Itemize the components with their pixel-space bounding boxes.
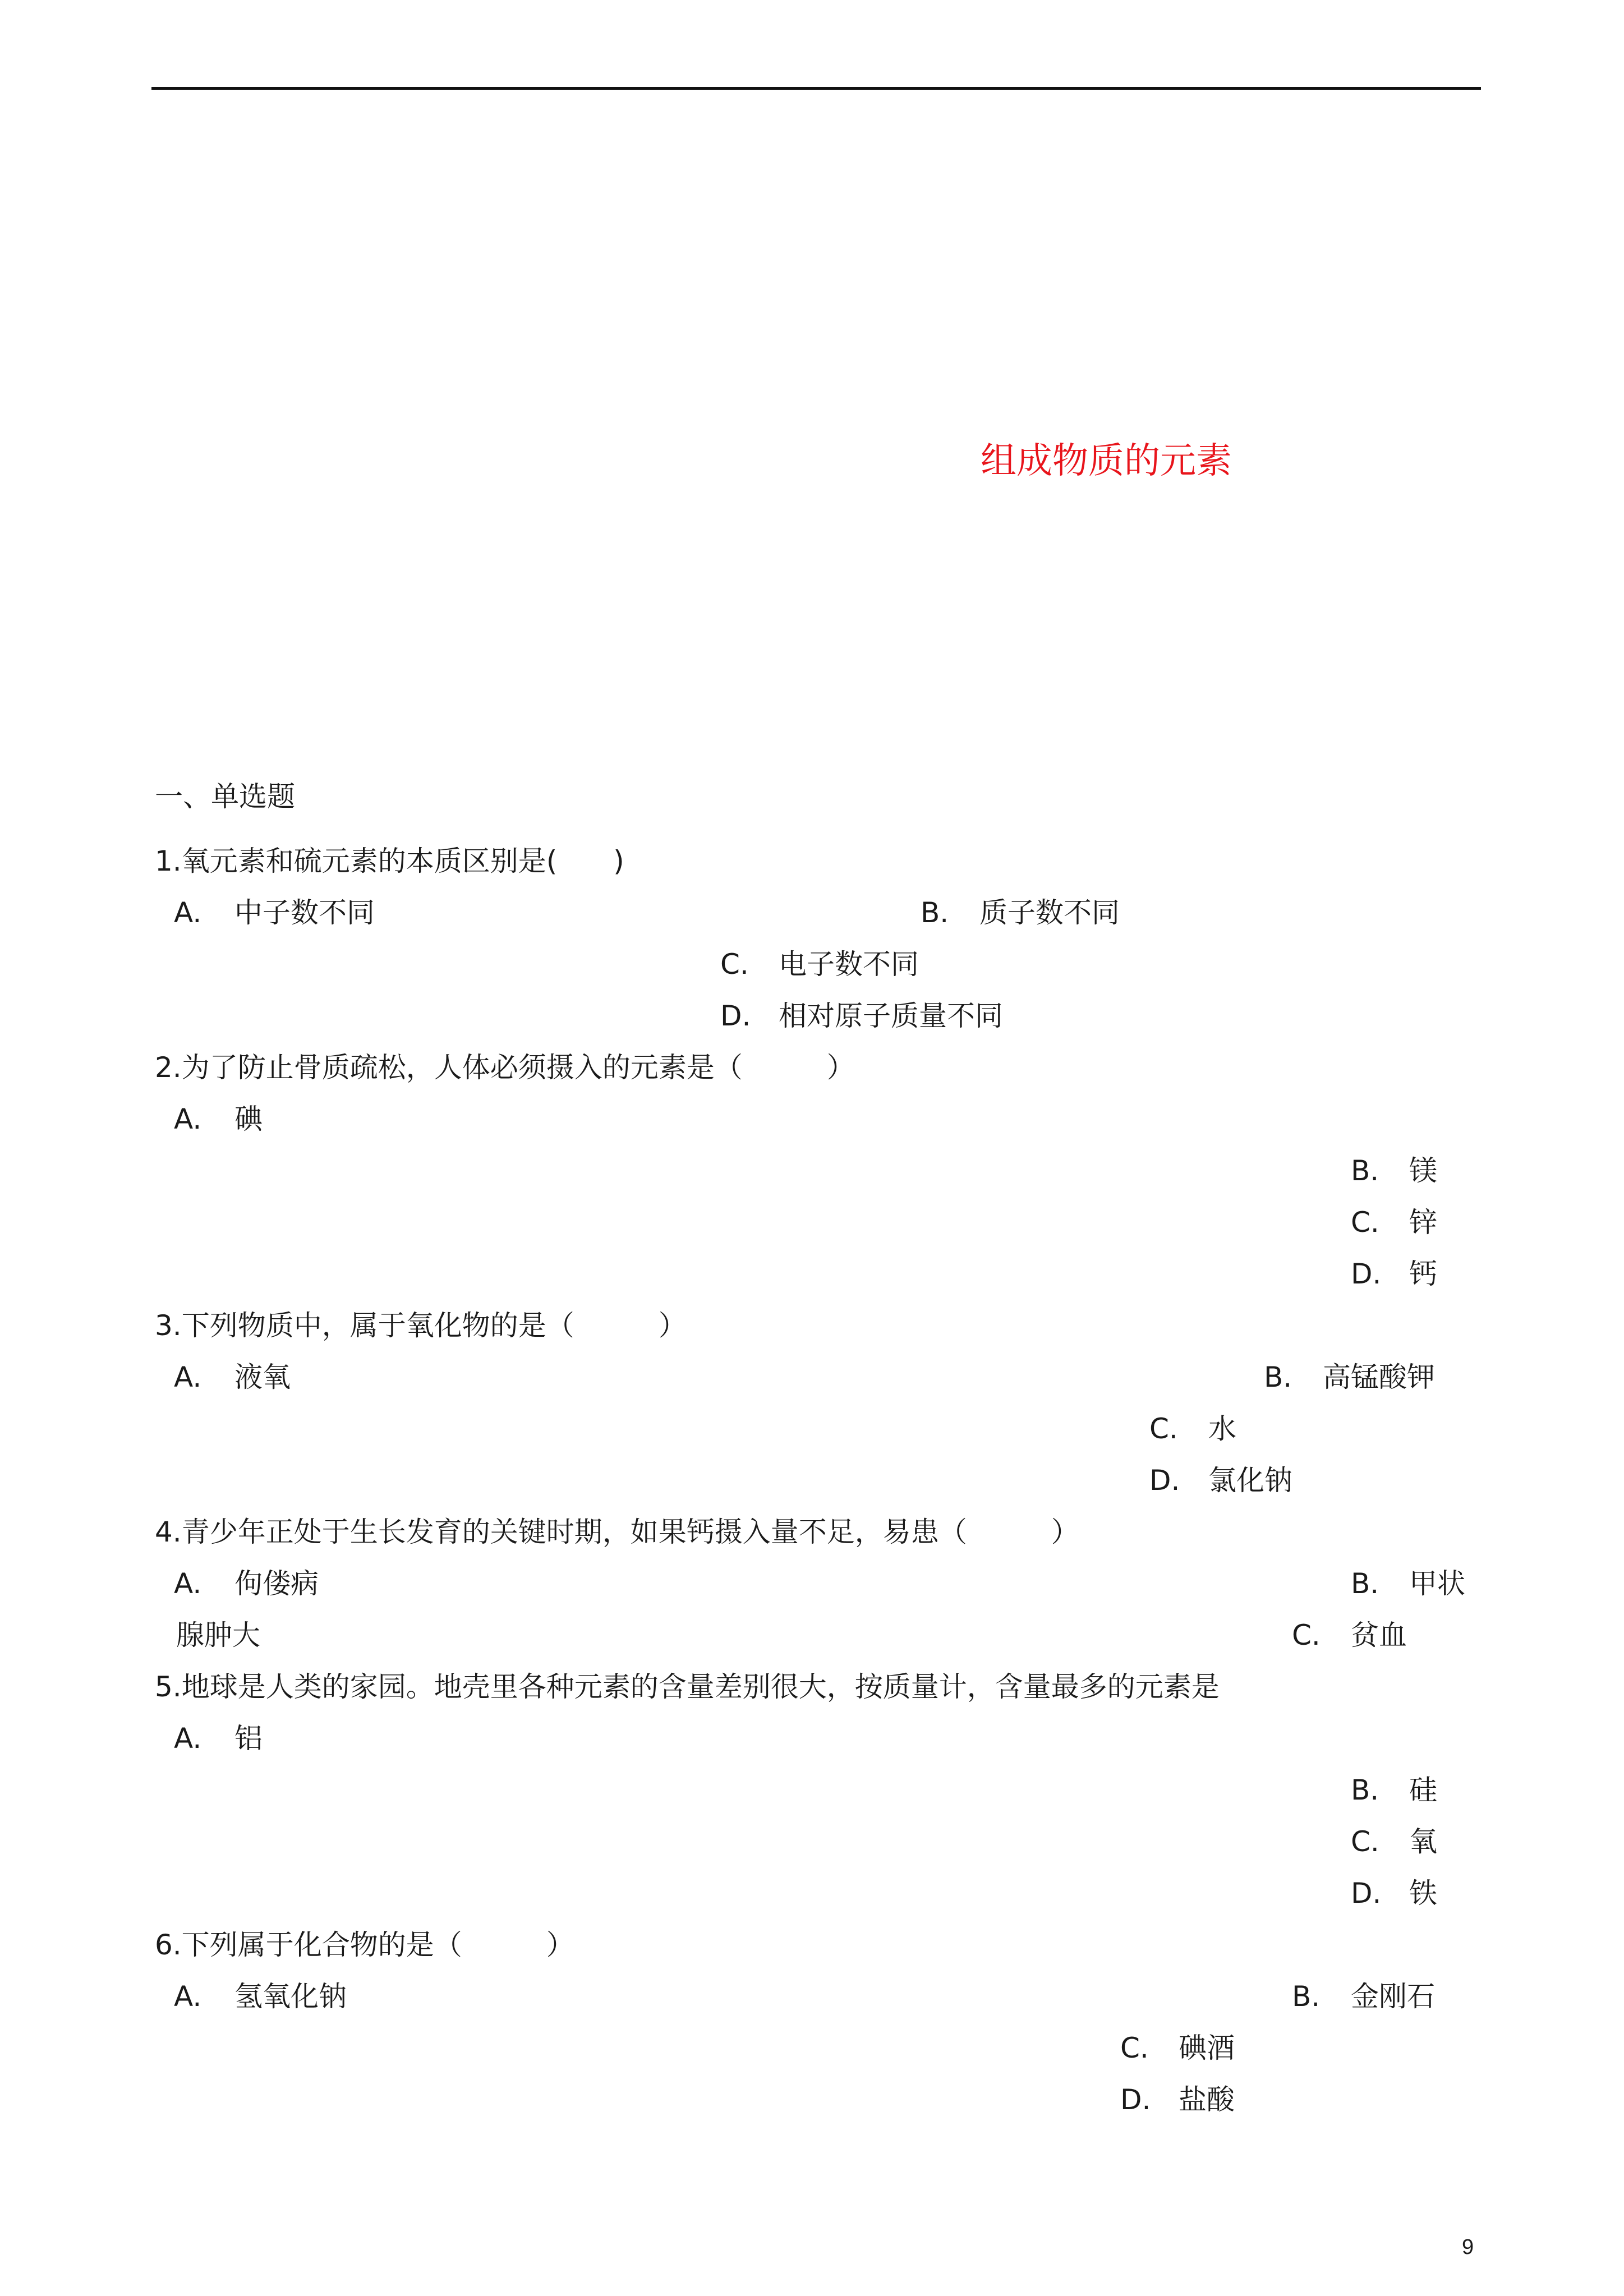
page-title: 组成物质的元素 bbox=[981, 440, 1232, 482]
q1-option-b-letter: B. bbox=[921, 896, 949, 929]
q5-option-a-text: 铝 bbox=[234, 1722, 263, 1755]
question-1-stem: 1.氧元素和硫元素的本质区别是( ) bbox=[155, 845, 624, 877]
q1-option-d-letter: D. bbox=[720, 1000, 751, 1032]
q3-option-d-letter: D. bbox=[1149, 1464, 1180, 1497]
q1-option-d-text: 相对原子质量不同 bbox=[779, 1000, 1003, 1032]
q3-option-b-letter: B. bbox=[1264, 1361, 1292, 1393]
q5-option-c-letter: C. bbox=[1351, 1825, 1379, 1858]
q3-option-a-text: 液氧 bbox=[234, 1361, 291, 1393]
q1-option-c-letter: C. bbox=[720, 948, 749, 981]
q3-option-c-letter: C. bbox=[1149, 1412, 1178, 1445]
q6-option-a-text: 氢氧化钠 bbox=[234, 1980, 347, 2013]
question-4-stem: 4.青少年正处于生长发育的关键时期，如果钙摄入量不足，易患（ ） bbox=[155, 1516, 1079, 1548]
q3-option-d-text: 氯化钠 bbox=[1208, 1464, 1292, 1497]
q6-option-c-text: 碘酒 bbox=[1179, 2032, 1235, 2064]
q1-option-c-text: 电子数不同 bbox=[779, 948, 919, 981]
q5-option-d-text: 铁 bbox=[1409, 1877, 1437, 1910]
q2-option-c-letter: C. bbox=[1351, 1206, 1379, 1239]
page-number: 9 bbox=[1462, 2235, 1474, 2259]
q2-option-b-letter: B. bbox=[1351, 1154, 1379, 1187]
q2-option-a-text: 碘 bbox=[234, 1103, 263, 1135]
q2-option-b-text: 镁 bbox=[1409, 1154, 1437, 1187]
q3-option-a-letter: A. bbox=[174, 1361, 202, 1393]
question-5-stem: 5.地球是人类的家园。地壳里各种元素的含量差别很大，按质量计，含量最多的元素是 bbox=[155, 1671, 1220, 1703]
q2-option-a-letter: A. bbox=[174, 1103, 202, 1135]
question-6-stem: 6.下列属于化合物的是（ ） bbox=[155, 1929, 574, 1961]
q5-option-a-letter: A. bbox=[174, 1722, 202, 1755]
q2-option-c-text: 锌 bbox=[1409, 1206, 1437, 1239]
q5-option-b-text: 硅 bbox=[1409, 1774, 1437, 1806]
q2-option-d-text: 钙 bbox=[1409, 1258, 1437, 1290]
q4-option-c-text: 贫血 bbox=[1351, 1619, 1407, 1651]
q4-option-c-letter: C. bbox=[1292, 1619, 1321, 1651]
q4-option-a-text: 佝偻病 bbox=[234, 1567, 319, 1600]
q1-option-a-letter: A. bbox=[174, 896, 202, 929]
question-3-stem: 3.下列物质中，属于氧化物的是（ ） bbox=[155, 1309, 687, 1342]
q6-option-c-letter: C. bbox=[1120, 2032, 1149, 2064]
q4-option-a-letter: A. bbox=[174, 1567, 202, 1600]
q2-option-d-letter: D. bbox=[1351, 1258, 1382, 1290]
q5-option-d-letter: D. bbox=[1351, 1877, 1382, 1910]
q6-option-a-letter: A. bbox=[174, 1980, 202, 2013]
q6-option-d-text: 盐酸 bbox=[1179, 2083, 1235, 2116]
q4-option-b-letter: B. bbox=[1351, 1567, 1379, 1600]
q3-option-c-text: 水 bbox=[1208, 1412, 1236, 1445]
q6-option-b-letter: B. bbox=[1292, 1980, 1321, 2013]
q6-option-d-letter: D. bbox=[1120, 2083, 1151, 2116]
q1-option-a-text: 中子数不同 bbox=[234, 896, 375, 929]
q4-option-b-text: 甲状 bbox=[1409, 1567, 1465, 1600]
q1-option-b-text: 质子数不同 bbox=[979, 896, 1120, 929]
q4-option-b-text-continued: 腺肿大 bbox=[176, 1619, 260, 1651]
q5-option-c-text: 氧 bbox=[1409, 1825, 1437, 1858]
q5-option-b-letter: B. bbox=[1351, 1774, 1379, 1806]
question-2-stem: 2.为了防止骨质疏松，人体必须摄入的元素是（ ） bbox=[155, 1051, 855, 1084]
header-rule bbox=[151, 87, 1481, 90]
q3-option-b-text: 高锰酸钾 bbox=[1323, 1361, 1435, 1393]
section-heading: 一、单选题 bbox=[155, 780, 295, 813]
q6-option-b-text: 金刚石 bbox=[1351, 1980, 1435, 2013]
